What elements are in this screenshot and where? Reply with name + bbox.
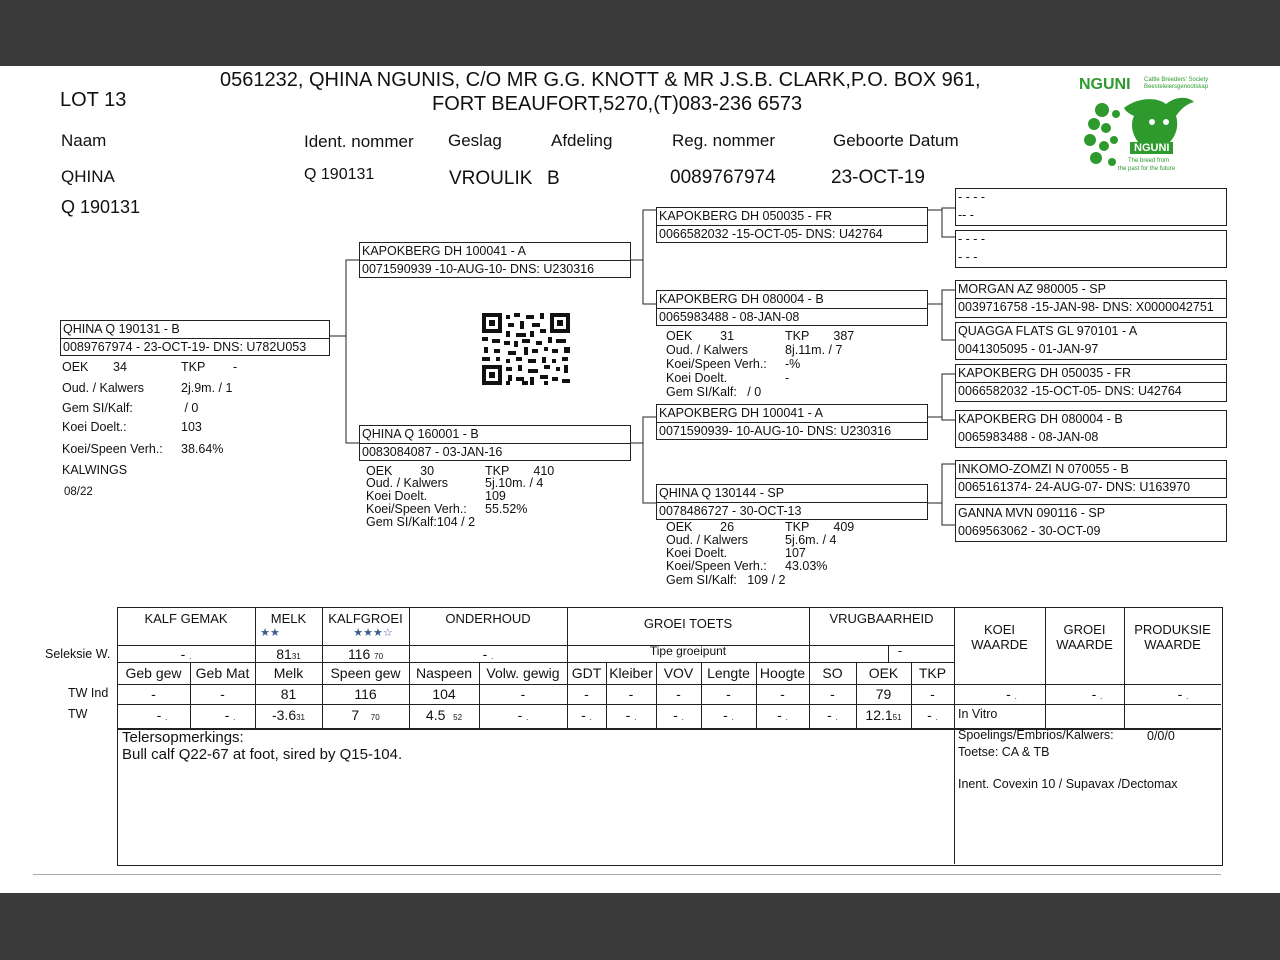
ggp-line1: MORGAN AZ 980005 - SP [958, 282, 1106, 296]
in-vitro-label: In Vitro [958, 707, 998, 721]
header-geslag: Geslag [448, 131, 502, 150]
ggp-line1: GANNA MVN 090116 - SP [958, 506, 1106, 520]
dam-stat-value: TKP 410 [485, 464, 555, 478]
tw-sub: 51 [892, 713, 902, 722]
tw-ind-waarde-value: - [1091, 686, 1097, 702]
tw-value: - [224, 707, 230, 723]
tw-ind-cell: - [780, 686, 785, 702]
remarks-text: Bull calf Q22-67 at foot, sired by Q15-104. [122, 746, 403, 763]
dam-line2: 0083084087 - 03-JAN-16 [362, 445, 503, 459]
dam-line1: QHINA Q 160001 - B [362, 427, 479, 441]
dd-stat-label: Gem SI/Kalf: 109 / 2 [666, 573, 786, 587]
seleksie-sub: 70 [374, 652, 384, 661]
dam-stat-label: Gem SI/Kalf:104 / 2 [366, 515, 476, 529]
subject-stat-value: - [233, 360, 238, 374]
col-oek: OEK [868, 665, 899, 681]
tw-ind-cell: 79 [875, 686, 892, 702]
logo-society-line2: Beesteleiersgenootskap [1144, 84, 1209, 90]
subject-stat-value: 2j.9m. / 1 [181, 381, 233, 395]
tw-ind-cell: - [930, 686, 935, 702]
row-label-tw-ind: TW Ind [68, 686, 109, 700]
col-volw-gewig: Volw. gewig [486, 665, 560, 681]
koei-waarde-line1: KOEI [983, 622, 1016, 637]
tw-sub: 31 [296, 713, 306, 722]
tw-cell: - . [777, 707, 788, 723]
top-dark-band [0, 0, 1280, 66]
ggp-line2: 0039716758 -15-JAN-98- DNS: X0000042751 [958, 300, 1214, 314]
performance-table [0, 66, 1280, 893]
header-ident: Ident. nommer [304, 132, 414, 151]
animal-naam: QHINA [61, 167, 115, 186]
logo-society-line1: Cattle Breeders' Society [1144, 77, 1209, 83]
sd-stat-value: - [785, 371, 790, 385]
logo-brand: NGUNI [1079, 76, 1131, 93]
dam-stat-value: 109 [485, 489, 506, 503]
tw-ind-cell: 116 [354, 686, 377, 702]
dam-stat-value: 55.52% [485, 502, 528, 516]
subject-line2: 0089767974 - 23-OCT-19- DNS: U782U053 [63, 340, 307, 354]
vrugbaarheid-dash: - [897, 643, 903, 658]
animal-reg: 0089767974 [670, 167, 776, 188]
sd-stat-label: Gem SI/Kalf: / 0 [666, 385, 762, 399]
subject-calvings-date: 08/22 [64, 486, 93, 498]
tw-ind-cell: - [520, 686, 526, 702]
subject-line1: QHINA Q 190131 - B [63, 322, 180, 336]
dd-stat-value: TKP 409 [785, 520, 855, 534]
tw-ind-cell: 104 [432, 686, 456, 702]
subject-stat-label: Oud. / Kalwers [62, 381, 144, 395]
seleksie-value: - [482, 646, 488, 662]
tw-value: - [777, 707, 782, 723]
dam-stat-label: Oud. / Kalwers [366, 476, 448, 490]
tw-value: - [673, 707, 678, 723]
seleksie-value: - [180, 646, 186, 662]
subject-stat-label: Koei/Speen Verh.: [62, 442, 163, 456]
seleksie-kalfgroei [322, 646, 409, 662]
tw-ind-produksie-waarde: - . [1177, 686, 1189, 702]
animal-ident: Q 190131 [304, 166, 375, 183]
ggp-line1: KAPOKBERG DH 050035 - FR [958, 366, 1131, 380]
tw-value: - [723, 707, 728, 723]
dd-stat-label: Oud. / Kalwers [666, 533, 748, 547]
dd-stat-label: Koei Doelt. [666, 546, 728, 560]
dd-stat-value: 43.03% [785, 559, 828, 573]
subject-stat-value: 38.64% [181, 442, 224, 456]
sd-stat-label: Koei/Speen Verh.: [666, 357, 767, 371]
tw-value: - [827, 707, 832, 723]
tw-value: 4.5 [425, 707, 446, 723]
ggp-line2: 0065983488 - 08-JAN-08 [958, 430, 1099, 444]
lot-number: LOT 13 [60, 89, 127, 111]
tw-ind-cell: - [584, 686, 589, 702]
group-melk: MELK [270, 611, 307, 626]
breeder-address-line2: FORT BEAUFORT,5270,(T)083-236 6573 [432, 93, 803, 115]
seleksie-sub: 31 [291, 652, 301, 661]
sd-stat-value: -% [785, 357, 801, 371]
tw-ind-cell: - [830, 686, 835, 702]
dam-stat-value: 5j.10m. / 4 [485, 476, 544, 490]
ggp-line2: 0069563062 - 30-OCT-09 [958, 524, 1101, 538]
sd-stat-value: 8j.11m. / 7 [785, 343, 843, 357]
dd-stat-value: 107 [785, 546, 806, 560]
tw-value: 12.1 [865, 707, 893, 723]
col-naspeen: Naspeen [415, 665, 473, 681]
groei-waarde-line2: WAARDE [1056, 637, 1113, 652]
tw-cell: - . [927, 707, 938, 723]
seleksie-melk [255, 646, 322, 662]
remarks-title: Telersopmerkings: [122, 729, 244, 746]
col-geb-mat: Geb Mat [195, 665, 250, 681]
row-label-seleksie: Seleksie W. [45, 647, 111, 661]
subject-stat-label: Koei Doelt.: [62, 420, 127, 434]
group-onderhoud: ONDERHOUD [445, 611, 531, 626]
logo-tagline-line1: The breed from [1128, 158, 1170, 164]
kalfgroei-stars-icon: ★★★☆ [353, 627, 393, 639]
dam-stat-label: OEK 30 [366, 464, 435, 478]
tw-cell: - . [625, 707, 637, 723]
animal-afdeling: B [547, 168, 560, 189]
melk-stars-icon: ★★ [260, 627, 280, 639]
ggp-line1: KAPOKBERG DH 080004 - B [958, 412, 1123, 426]
ds-line1: KAPOKBERG DH 100041 - A [659, 406, 823, 420]
group-vrugbaarheid: VRUGBAARHEID [829, 611, 934, 626]
subject-stat-value: / 0 [181, 401, 199, 415]
spoelings-label: Spoelings/Embrios/Kalwers: [958, 728, 1114, 742]
seleksie-value: 81 [276, 646, 292, 662]
ss-line2: 0066582032 -15-OCT-05- DNS: U42764 [659, 227, 883, 241]
header-geboorte: Geboorte Datum [833, 131, 959, 150]
sd-line1: KAPOKBERG DH 080004 - B [659, 292, 824, 306]
tipe-groeipunt: Tipe groeipunt [649, 644, 727, 658]
tw-value: 7 [351, 707, 360, 723]
col-melk: Melk [273, 665, 304, 681]
col-gdt: GDT [571, 665, 602, 681]
tw-sub: 70 [370, 713, 380, 722]
dd-stat-label: OEK 26 [666, 520, 735, 534]
tw-ind-groei-waarde: - . [1091, 686, 1103, 702]
koei-waarde-line2: WAARDE [971, 637, 1028, 652]
inent-text: Inent. Covexin 10 / Supavax /Dectomax [958, 777, 1178, 791]
animal-geboorte: 23-OCT-19 [831, 167, 925, 188]
tw-ind-cell: - [151, 686, 156, 702]
subject-stat-label: OEK [62, 360, 89, 374]
tw-sub: 52 [453, 713, 463, 722]
tw-value: - [625, 707, 631, 723]
tw-ind-cell: 81 [280, 686, 297, 702]
dd-line2: 0078486727 - 30-OCT-13 [659, 504, 802, 518]
produksie-waarde-line2: WAARDE [1144, 637, 1201, 652]
tw-cell [409, 707, 479, 723]
tw-value: - [581, 707, 586, 723]
ggp-line1: QUAGGA FLATS GL 970101 - A [958, 324, 1138, 338]
ggp-line2: 0065161374- 24-AUG-07- DNS: U163970 [958, 480, 1191, 494]
tw-ind-cell: - [726, 686, 731, 702]
sd-stat-value: TKP 387 [785, 329, 855, 343]
breeder-address-line1: 0561232, QHINA NGUNIS, C/O MR G.G. KNOTT & MR J.S.B. CLARK,P.O. BOX 961, [220, 69, 981, 91]
dam-stat-label: Koei/Speen Verh.: [366, 502, 467, 516]
bottom-dark-band [0, 893, 1280, 960]
dd-line1: QHINA Q 130144 - SP [659, 486, 785, 500]
ggp-line2: - - - [958, 250, 978, 264]
tw-cell: - . [581, 707, 592, 723]
sire-line2: 0071590939 -10-AUG-10- DNS: U230316 [362, 262, 595, 276]
header-afdeling: Afdeling [551, 131, 613, 150]
tw-ind-koei-waarde: - . [1006, 686, 1017, 702]
logo-ribbon: NGUNI [1130, 142, 1173, 154]
animal-geslag: VROULIK [449, 168, 533, 189]
seleksie-value: 116 [347, 646, 371, 662]
tw-ind-waarde-value: - [1006, 686, 1011, 702]
tw-cell: - . [517, 707, 529, 723]
header-reg: Reg. nommer [672, 131, 775, 150]
tw-cell: - . [827, 707, 838, 723]
col-hoogte: Hoogte [759, 665, 806, 681]
ggp-line2: -- - [958, 208, 974, 222]
col-kleiber: Kleiber [609, 665, 653, 681]
produksie-waarde-line1: PRODUKSIE [1134, 622, 1211, 637]
footer-rule [33, 874, 1221, 875]
sd-line2: 0065983488 - 08-JAN-08 [659, 310, 800, 324]
tw-ind-cell: - [676, 686, 681, 702]
tw-ind-waarde-value: - [1177, 686, 1183, 702]
ggp-line2: 0066582032 -15-OCT-05- DNS: U42764 [958, 384, 1182, 398]
sd-stat-label: Oud. / Kalwers [666, 343, 748, 357]
lot-document [0, 66, 1280, 893]
logo-tagline-line2: the past for the future [1118, 166, 1176, 172]
header-naam: Naam [61, 131, 107, 150]
subject-calvings-label: KALWINGS [62, 463, 128, 477]
tw-cell: - . [723, 707, 734, 723]
group-kalf-gemak: KALF GEMAK [144, 611, 228, 626]
col-tkp: TKP [918, 665, 947, 681]
tw-cell: - . [156, 707, 168, 723]
sd-stat-label: Koei Doelt. [666, 371, 728, 385]
dd-stat-value: 5j.6m. / 4 [785, 533, 837, 547]
tw-cell: - . [224, 707, 236, 723]
groei-waarde-line1: GROEI [1063, 622, 1106, 637]
tw-cell [322, 707, 409, 723]
tw-cell [255, 707, 322, 723]
ggp-line1: INKOMO-ZOMZI N 070055 - B [958, 462, 1129, 476]
toetse-text: Toetse: CA & TB [958, 745, 1050, 759]
tw-cell: - . [673, 707, 684, 723]
subject-stat-label: TKP [181, 360, 206, 374]
ggp-line1: - - - - [958, 232, 986, 246]
subject-stat-label: Gem SI/Kalf: [62, 401, 133, 415]
tw-value: -3.6 [271, 707, 297, 723]
dam-stat-label: Koei Doelt. [366, 489, 428, 503]
row-label-tw: TW [68, 707, 88, 721]
ds-line2: 0071590939- 10-AUG-10- DNS: U230316 [659, 424, 892, 438]
tw-value: - [156, 707, 162, 723]
col-vov: VOV [663, 665, 694, 681]
ggp-line2: 0041305095 - 01-JAN-97 [958, 342, 1099, 356]
dd-stat-label: Koei/Speen Verh.: [666, 559, 767, 573]
tw-value: - [517, 707, 523, 723]
animal-name-id: Q 190131 [61, 197, 141, 217]
spoelings-value: 0/0/0 [1147, 729, 1175, 743]
ss-line1: KAPOKBERG DH 050035 - FR [659, 209, 832, 223]
sire-line1: KAPOKBERG DH 100041 - A [362, 244, 526, 258]
col-geb-gew: Geb gew [125, 665, 182, 681]
col-speen-gew: Speen gew [330, 665, 401, 681]
subject-stat-value: 103 [181, 420, 202, 434]
tw-ind-cell: - [628, 686, 634, 702]
tw-value: - [927, 707, 932, 723]
ggp-line1: - - - - [958, 190, 986, 204]
seleksie-kalf-gemak: - . [180, 646, 192, 662]
col-so: SO [822, 665, 843, 681]
subject-stat-value: 34 [113, 360, 127, 374]
group-kalfgroei: KALFGROEI [328, 611, 403, 626]
seleksie-onderhoud: - . [482, 646, 494, 662]
tw-ind-cell: - [220, 686, 225, 702]
tw-cell [856, 707, 911, 723]
col-lengte: Lengte [707, 665, 750, 681]
sd-stat-label: OEK 31 [666, 329, 735, 343]
group-groei-toets: GROEI TOETS [643, 616, 733, 631]
